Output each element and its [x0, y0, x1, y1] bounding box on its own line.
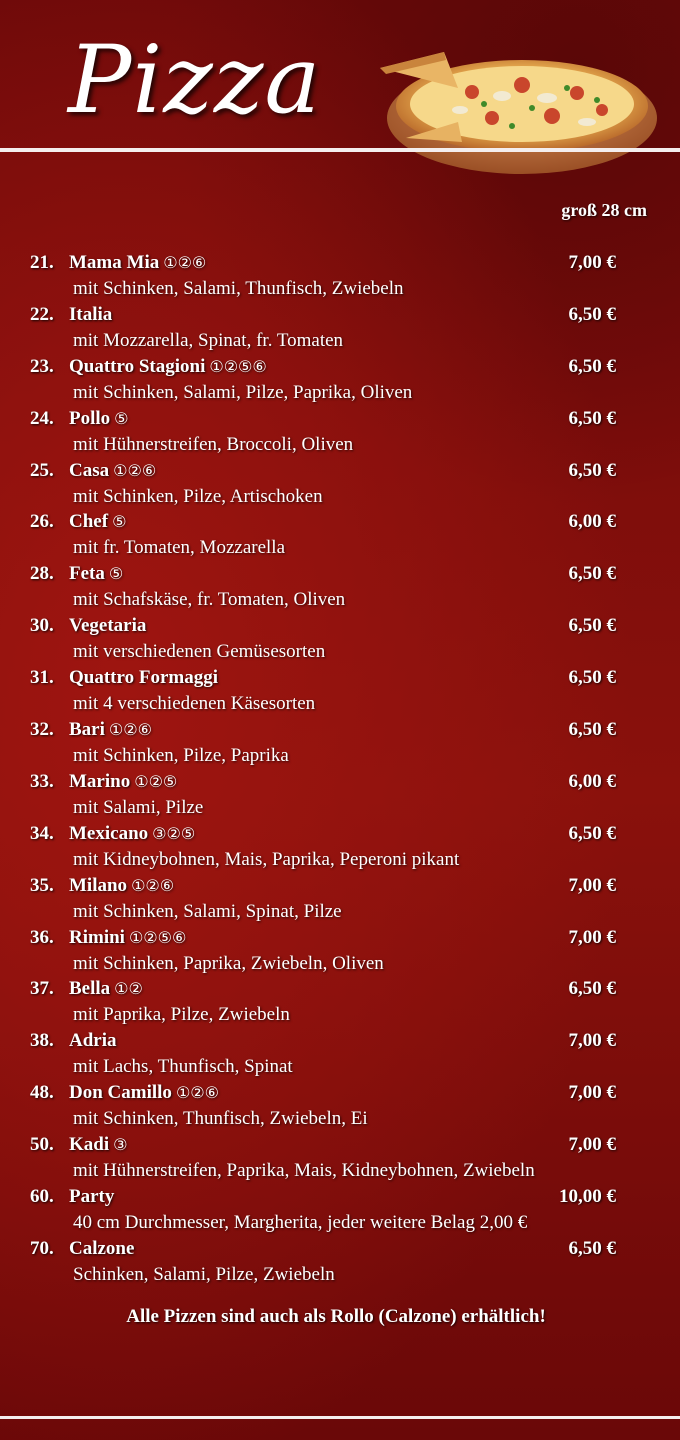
menu-item-name: Vegetaria [69, 615, 147, 637]
menu-item-price: 7,00 € [568, 1082, 616, 1104]
menu-item-description: mit Lachs, Thunfisch, Spinat [73, 1056, 293, 1078]
menu-item-header [30, 717, 616, 743]
menu-item-header [30, 250, 616, 276]
menu-item-description: mit Schinken, Salami, Spinat, Pilze [73, 900, 342, 922]
menu-item-header [30, 354, 616, 380]
menu-item-price: 7,00 € [568, 1030, 616, 1052]
menu-item-number: 31. [30, 667, 54, 689]
menu-item-additives: ①②⑥ [108, 720, 152, 740]
menu-item-description: mit Paprika, Pilze, Zwiebeln [73, 1004, 290, 1026]
menu-item-number: 37. [30, 978, 54, 1000]
menu-item-number: 23. [30, 355, 54, 377]
menu-item-header [30, 406, 616, 432]
menu-item [0, 717, 680, 769]
menu-item-number: 25. [30, 459, 54, 481]
menu-item-additives: ①②⑥ [113, 460, 157, 480]
menu-item-name: Don Camillo [69, 1082, 172, 1104]
menu-item-name: Quattro Formaggi [69, 667, 218, 689]
menu-item-description: mit Hühnerstreifen, Paprika, Mais, Kidneybohnen, Zwiebeln [73, 1160, 535, 1182]
menu-item [0, 1236, 680, 1288]
menu-item-price: 6,50 € [568, 355, 616, 377]
pizza-menu-list [0, 250, 680, 1288]
menu-item-description: mit Mozzarella, Spinat, fr. Tomaten [73, 329, 344, 351]
menu-item-name: Kadi [69, 1134, 110, 1156]
menu-item-header [30, 1080, 616, 1106]
menu-item-additives: ⑤ [114, 408, 129, 428]
menu-item-price: 6,50 € [568, 667, 616, 689]
menu-item-header [30, 458, 616, 484]
menu-item [0, 406, 680, 458]
menu-item [0, 302, 680, 354]
menu-item [0, 976, 680, 1028]
menu-item-header [30, 821, 616, 847]
menu-item [0, 458, 680, 510]
menu-item-description: mit verschiedenen Gemüsesorten [73, 641, 326, 663]
menu-item-header [30, 665, 616, 691]
menu-item [0, 250, 680, 302]
menu-item-header [30, 613, 616, 639]
menu-item [0, 925, 680, 977]
menu-item-description: mit Schinken, Salami, Thunfisch, Zwiebeln [73, 278, 404, 299]
menu-item-additives: ③ [113, 1135, 128, 1155]
menu-item-name: Party [69, 1186, 115, 1208]
menu-item-additives: ①②⑥ [163, 253, 207, 272]
menu-item [0, 665, 680, 717]
top-divider [0, 148, 680, 152]
menu-item-number: 33. [30, 770, 54, 792]
menu-item-price: 7,00 € [568, 926, 616, 948]
menu-item-number: 60. [30, 1186, 54, 1208]
bottom-divider [0, 1416, 680, 1419]
menu-item-description: mit Schafskäse, fr. Tomaten, Oliven [73, 589, 346, 611]
menu-item-price: 6,00 € [568, 770, 616, 792]
menu-item-number: 22. [30, 303, 54, 325]
menu-item-description: mit Hühnerstreifen, Broccoli, Oliven [73, 433, 354, 455]
menu-item-header [30, 509, 616, 535]
menu-item-price: 6,00 € [568, 511, 616, 533]
menu-item-header [30, 302, 616, 328]
menu-item-description: mit Schinken, Pilze, Artischoken [73, 485, 323, 507]
size-header: groß 28 cm [561, 200, 647, 220]
menu-item-header [30, 1132, 616, 1158]
menu-item-price: 6,50 € [568, 978, 616, 1000]
menu-item-header [30, 1028, 616, 1054]
menu-item-description: mit Schinken, Thunfisch, Zwiebeln, Ei [73, 1108, 368, 1130]
menu-item-additives: ①②⑥ [131, 875, 175, 895]
menu-item-number: 28. [30, 563, 54, 585]
menu-item [0, 1028, 680, 1080]
menu-item-additives: ①②⑤ [134, 771, 178, 791]
menu-item-name: Adria [69, 1030, 117, 1052]
menu-item-header [30, 769, 616, 795]
menu-item-price: 6,50 € [568, 1237, 616, 1259]
menu-item-number: 24. [30, 407, 54, 429]
menu-item-price: 7,00 € [568, 252, 616, 273]
menu-item-name: Marino [69, 770, 131, 792]
menu-item-additives: ①②⑤⑥ [128, 927, 187, 947]
menu-item-number: 36. [30, 926, 54, 948]
menu-item-description: mit Kidneybohnen, Mais, Paprika, Peperoni pikant [73, 848, 460, 870]
menu-item [0, 509, 680, 561]
menu-item-price: 10,00 € [559, 1186, 616, 1208]
menu-item-name: Pollo [69, 407, 111, 429]
menu-item-name: Milano [69, 874, 128, 896]
menu-item-number: 48. [30, 1082, 54, 1104]
menu-item-additives: ⑤ [108, 564, 124, 584]
menu-item-header [30, 925, 616, 951]
menu-item-price: 6,50 € [568, 563, 616, 585]
menu-item-price: 6,50 € [568, 303, 616, 325]
menu-item-description: Schinken, Salami, Pilze, Zwiebeln [73, 1263, 335, 1285]
menu-item-header [30, 561, 616, 587]
pizza-photo [372, 30, 662, 180]
menu-item-header [30, 873, 616, 899]
menu-item-description: 40 cm Durchmesser, Margherita, jeder weitere Belag 2,00 € [73, 1212, 528, 1234]
page-title: Pizza [68, 26, 322, 135]
menu-item-number: 30. [30, 615, 54, 637]
menu-item [0, 1132, 680, 1184]
menu-item [0, 354, 680, 406]
menu-item-description: mit Schinken, Pilze, Paprika [73, 745, 289, 767]
menu-item-additives: ③②⑤ [152, 823, 196, 843]
menu-item [0, 1184, 680, 1236]
menu-item-number: 26. [30, 511, 54, 533]
menu-item-name: Calzone [69, 1237, 135, 1259]
menu-item-description: mit 4 verschiedenen Käsesorten [73, 693, 316, 715]
menu-item-header [30, 1236, 616, 1262]
menu-item-description: mit Schinken, Salami, Pilze, Paprika, Oliven [73, 381, 413, 403]
menu-item-name: Mexicano [69, 822, 149, 844]
menu-item-header [30, 1184, 616, 1210]
menu-item-description: mit Schinken, Paprika, Zwiebeln, Oliven [73, 952, 384, 974]
menu-item-price: 6,50 € [568, 719, 616, 741]
menu-item-name: Chef [69, 511, 109, 533]
menu-item [0, 769, 680, 821]
menu-item-additives: ①②⑤⑥ [209, 356, 267, 376]
menu-item-name: Italia [69, 303, 113, 325]
menu-item [0, 613, 680, 665]
menu-item-header [30, 976, 616, 1002]
menu-item-number: 34. [30, 822, 54, 844]
menu-item [0, 873, 680, 925]
menu-item-price: 6,50 € [568, 615, 616, 637]
menu-item-number: 38. [30, 1030, 54, 1052]
menu-item [0, 561, 680, 613]
menu-item-additives: ⑤ [112, 512, 127, 532]
menu-item-name: Rimini [69, 926, 125, 948]
menu-item-name: Bari [69, 719, 105, 741]
menu-item [0, 821, 680, 873]
menu-item-price: 6,50 € [568, 822, 616, 844]
menu-item-name: Mama Mia [69, 252, 160, 273]
menu-item-description: mit fr. Tomaten, Mozzarella [73, 537, 285, 559]
footer-note: Alle Pizzen sind auch als Rollo (Calzone) erhältlich! [126, 1306, 546, 1327]
menu-item-name: Feta [69, 563, 105, 585]
menu-item-number: 50. [30, 1134, 54, 1156]
menu-item-number: 70. [30, 1237, 54, 1259]
menu-item-price: 6,50 € [568, 407, 616, 429]
menu-item [0, 1080, 680, 1132]
menu-item-description: mit Salami, Pilze [73, 796, 204, 818]
menu-item-price: 7,00 € [568, 1134, 616, 1156]
menu-item-name: Quattro Stagioni [69, 355, 206, 377]
menu-item-number: 21. [30, 252, 54, 273]
menu-item-number: 35. [30, 874, 54, 896]
menu-item-name: Casa [69, 459, 110, 481]
menu-item-additives: ①②⑥ [175, 1083, 219, 1103]
menu-item-name: Bella [69, 978, 111, 1000]
menu-item-price: 7,00 € [568, 874, 616, 896]
menu-item-additives: ①② [114, 979, 143, 999]
menu-item-number: 32. [30, 719, 54, 741]
menu-item-price: 6,50 € [568, 459, 616, 481]
